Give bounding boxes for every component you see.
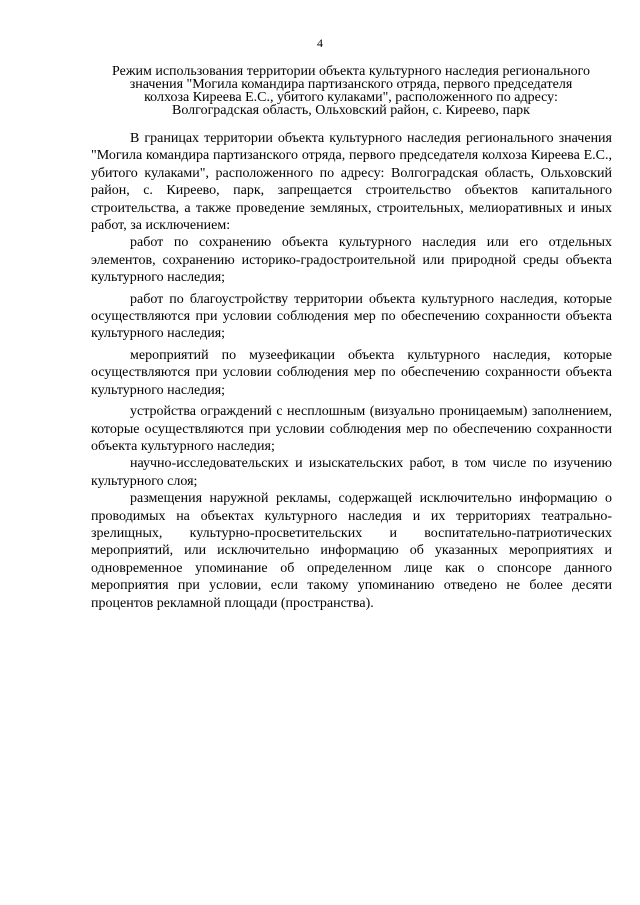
intro-paragraph: В границах территории объекта культурного наследия регионального значения "Могила командира партизанского отряда, первого председателя колхоза Киреева Е.С., убитого кулаками", расположенного по адресу: Волгоградская область, Ольховский район, с. Киреево, парк, запрещается строительство объектов капитального строительства, а также проведение земляных, строительных, мелиоративных и иных работ, за исключением: bbox=[91, 131, 612, 234]
exception-item: мероприятий по музеефикации объекта культурного наследия, которые осуществляются при условии соблюдения мер по обеспечению сохранности объекта культурного наследия; bbox=[91, 347, 612, 398]
title-line: значения "Могила командира партизанского отряда, первого председателя bbox=[129, 77, 573, 92]
exception-item: размещения наружной рекламы, содержащей исключительно информацию о проводимых на объектах культурного наследия и их территориях театрально-зрелищных, культурно-просветительских и воспитательно-патриотических мероприятий, или исключительно информацию об указанных мероприятиях и одновременное упоминание об определенном лице как о спонсоре данного мероприятия при условии, если такому упоминанию отведено не более десяти процентов рекламной площади (пространства). bbox=[91, 491, 612, 611]
title-line: колхоза Киреева Е.С., убитого кулаками", расположенного по адресу: bbox=[144, 90, 558, 105]
title-line: Волгоградская область, Ольховский район, с. Киреево, парк bbox=[172, 103, 530, 118]
exception-item: устройства ограждений с несплошным (визуально проницаемым) заполнением, которые осуществляются при условии соблюдения мер по обеспечению сохранности объекта культурного наследия; bbox=[91, 404, 612, 454]
exception-item: научно-исследовательских и изыскательских работ, в том числе по изучению культурного слоя; bbox=[91, 456, 612, 489]
document-body bbox=[91, 130, 612, 612]
exception-item: работ по благоустройству территории объекта культурного наследия, которые осуществляются при условии соблюдения мер по обеспечению сохранности объекта культурного наследия; bbox=[91, 291, 612, 342]
title-line: Режим использования территории объекта культурного наследия регионального bbox=[112, 64, 590, 79]
page-number: 4 bbox=[317, 36, 323, 50]
exception-item: работ по сохранению объекта культурного наследия или его отдельных элементов, сохранению историко-градостроительной или природной среды объекта культурного наследия; bbox=[91, 235, 612, 286]
document-title bbox=[88, 65, 614, 117]
